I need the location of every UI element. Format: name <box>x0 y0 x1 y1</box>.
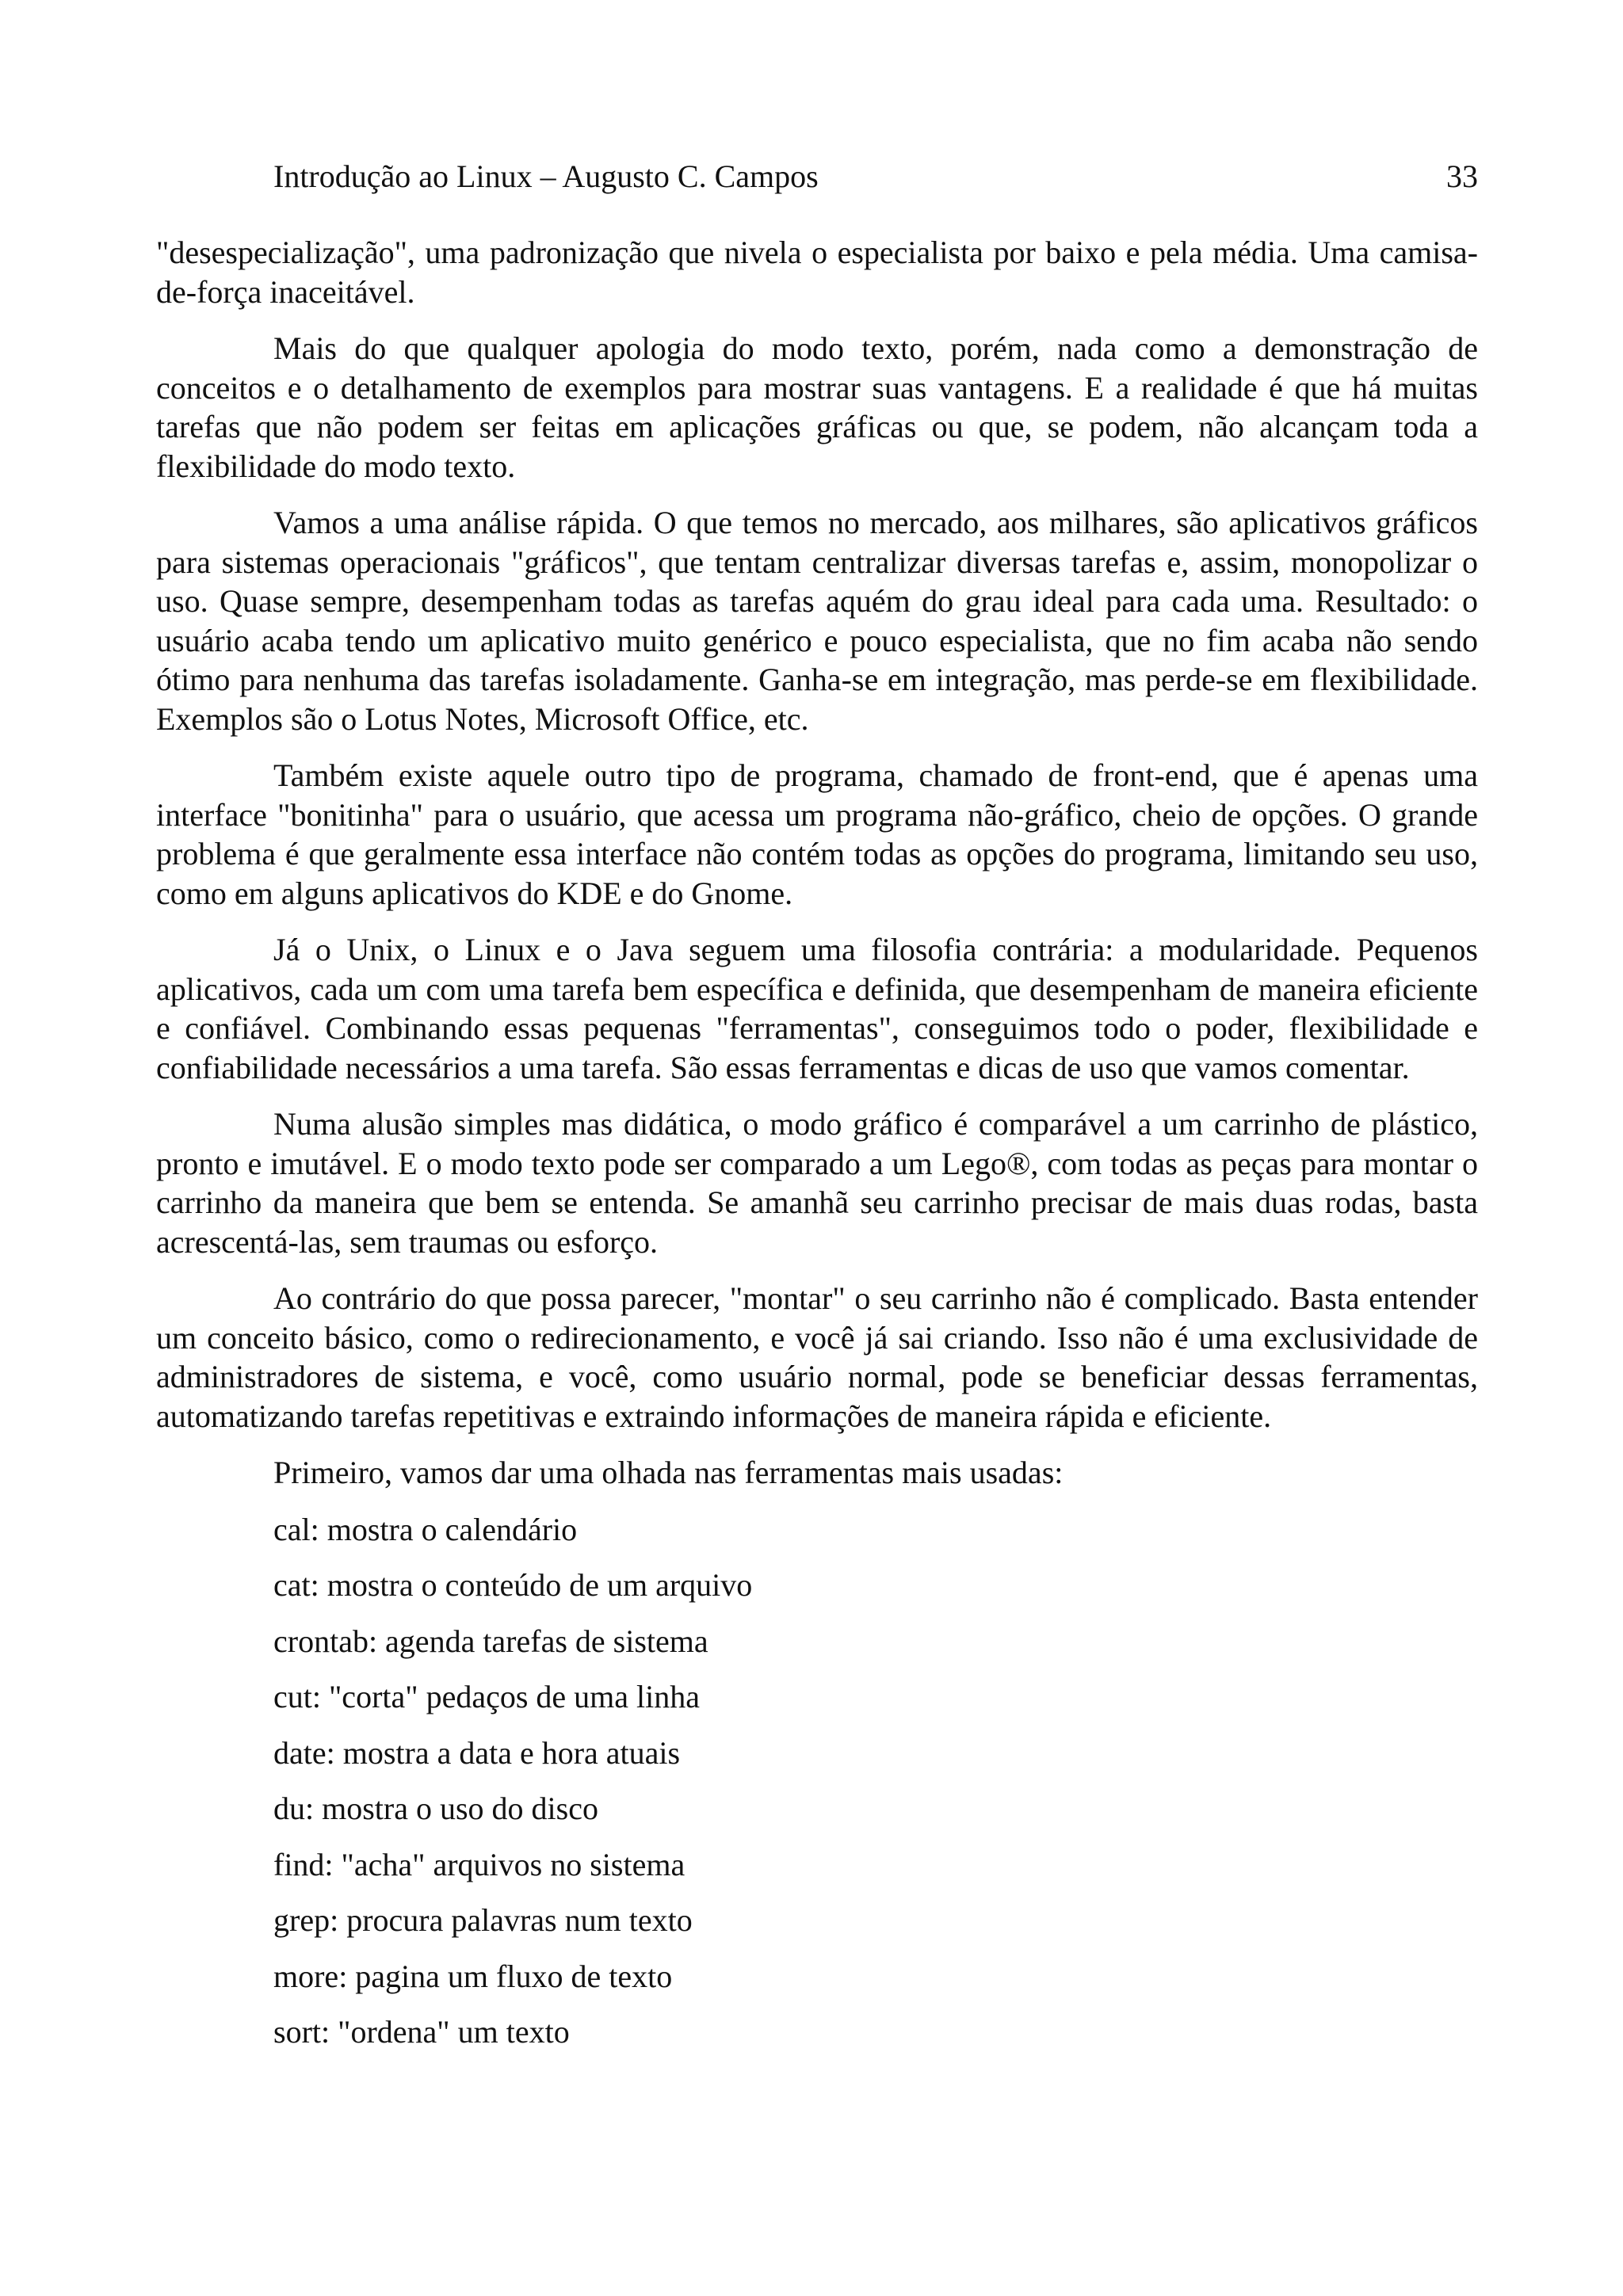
paragraph: Mais do que qualquer apologia do modo texto, porém, nada como a demonstração de conceitos e o detalhamento de exemplos para mostrar suas vantagens. E a realidade é que há muitas tarefas que não podem ser feitas em aplicações gráficas ou que, se podem, não alcançam toda a flexibilidade do modo texto. <box>156 330 1478 484</box>
paragraph: Já o Unix, o Linux e o Java seguem uma filosofia contrária: a modularidade. Pequenos aplicativos, cada um com uma tarefa bem específica e definida, que desempenham de maneira eficiente e confiável. Combinando essas pequenas "ferramentas", conseguimos todo o poder, flexibilidade e confiabilidade necessários a uma tarefa. São essas ferramentas e dicas de uso que vamos comentar. <box>156 932 1478 1085</box>
document-page <box>156 155 1478 2069</box>
paragraph: Ao contrário do que possa parecer, "montar" o seu carrinho não é complicado. Basta entender um conceito básico, como o redirecionamento, e você já sai criando. Isso não é uma exclusividade de administradores de sistema, e você, como usuário normal, pode se beneficiar dessas ferramentas, automatizando tarefas repetitivas e extraindo informações de maneira rápida e eficiente. <box>156 1280 1478 1434</box>
command-list <box>156 1510 1478 2052</box>
command-item-du: du: mostra o uso do disco <box>273 1791 598 1826</box>
page-header <box>156 155 1478 198</box>
command-item-find: find: "acha" arquivos no sistema <box>273 1846 685 1882</box>
page-number: 33 <box>1446 158 1478 194</box>
command-item-sort: sort: "ordena" um texto <box>273 2014 570 2050</box>
command-item-cut: cut: "corta" pedaços de uma linha <box>273 1679 701 1714</box>
paragraph-continuation: "desespecialização", uma padronização que nivela o especialista por baixo e pela média. Uma camisa-de-força inaceitável. <box>156 235 1478 310</box>
running-header-title: Introdução ao Linux – Augusto C. Campos <box>273 158 819 194</box>
list-intro: Primeiro, vamos dar uma olhada nas ferramentas mais usadas: <box>273 1455 1064 1490</box>
command-item-more: more: pagina um fluxo de texto <box>273 1958 673 1994</box>
command-item-cat: cat: mostra o conteúdo de um arquivo <box>273 1567 753 1603</box>
command-item-grep: grep: procura palavras num texto <box>273 1902 693 1938</box>
command-item-date: date: mostra a data e hora atuais <box>273 1734 681 1771</box>
paragraph: Numa alusão simples mas didática, o modo gráfico é comparável a um carrinho de plástico, pronto e imutável. E o modo texto pode ser comparado a um Lego®, com todas as peças para montar o carrinho da maneira que bem se entenda. Se amanhã seu carrinho precisar de mais duas rodas, basta acrescentá-las, sem traumas ou esforço. <box>156 1106 1478 1260</box>
paragraph: Também existe aquele outro tipo de programa, chamado de front-end, que é apenas uma interface "bonitinha" para o usuário, que acessa um programa não-gráfico, cheio de opções. O grande problema é que geralmente essa interface não contém todas as opções do programa, limitando seu uso, como em alguns aplicativos do KDE e do Gnome. <box>156 757 1478 911</box>
command-item-crontab: crontab: agenda tarefas de sistema <box>273 1623 708 1659</box>
command-item-cal: cal: mostra o calendário <box>273 1511 578 1547</box>
paragraph: Vamos a uma análise rápida. O que temos no mercado, aos milhares, são aplicativos gráficos para sistemas operacionais "gráficos", que tentam centralizar diversas tarefas e, assim, monopolizar o uso. Quase sempre, desempenham todas as tarefas aquém do grau ideal para cada uma. Resultado: o usuário acaba tendo um aplicativo muito genérico e pouco especialista, que no fim acaba não sendo ótimo para nenhuma das tarefas isoladamente. Ganha-se em integração, mas perde-se em flexibilidade. Exemplos são o Lotus Notes, Microsoft Office, etc. <box>156 505 1478 737</box>
